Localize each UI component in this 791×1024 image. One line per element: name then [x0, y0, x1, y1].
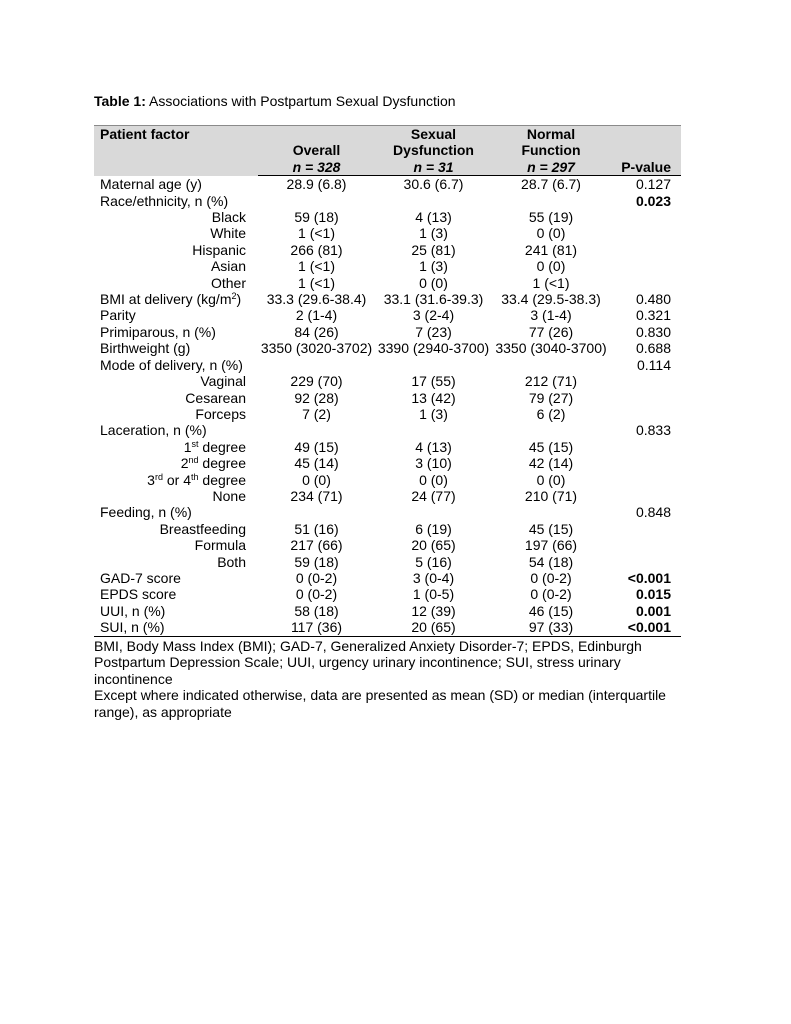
cell-sexual: 1 (3) — [419, 405, 448, 422]
row-label — [94, 324, 258, 340]
row-label — [94, 603, 258, 619]
table-row — [94, 373, 681, 389]
row-label — [94, 570, 258, 586]
cell-pvalue: 0.321 — [635, 307, 671, 324]
header-patient-factor: Patient factor — [94, 126, 258, 176]
cell-normal — [492, 193, 610, 209]
cell-overall: 229 (70) — [290, 373, 343, 390]
table-row — [94, 603, 681, 619]
cell-sexual: 33.1 (31.6-39.3) — [383, 291, 484, 308]
row-label — [94, 439, 258, 455]
row-label-text: BMI at delivery (kg/m — [100, 291, 232, 308]
table-row — [94, 225, 681, 241]
table-row — [94, 586, 681, 602]
row-label-text: Vaginal — [200, 373, 246, 390]
cell-overall: 234 (71) — [290, 487, 343, 504]
cell-normal: 33.4 (29.5-38.3) — [501, 291, 601, 308]
cell-sexual: 3 (10) — [415, 455, 452, 472]
cell-pvalue: 0.688 — [635, 340, 671, 357]
cell-overall: 1 (<1) — [298, 274, 335, 291]
footnote-data-presentation: Except where indicated otherwise, data are presented as mean (SD) or median (interquartile range), as appropriate — [94, 687, 666, 720]
cell-pvalue — [610, 242, 681, 258]
cell-pvalue — [610, 406, 681, 422]
cell-normal: 210 (71) — [524, 487, 578, 504]
cell-normal: 3 (1-4) — [530, 307, 572, 324]
cell-sexual: 24 (77) — [411, 487, 456, 504]
cell-pvalue: <0.001 — [610, 619, 681, 636]
cell-sexual: 6 (19) — [415, 520, 452, 537]
row-label — [94, 357, 258, 373]
cell-normal: 77 (26) — [528, 323, 574, 340]
row-label-text: Forceps — [195, 405, 246, 422]
table-caption-label: Table 1: — [94, 93, 146, 109]
cell-normal: 241 (81) — [524, 241, 578, 258]
cell-sexual: 3 (0-4) — [412, 569, 455, 586]
row-label — [94, 455, 258, 471]
table-row — [94, 570, 681, 586]
row-label-suffix-2: degree — [198, 471, 246, 488]
cell-sexual: 12 (39) — [411, 602, 456, 619]
table-row — [94, 275, 681, 291]
row-label-text: Feeding, n (%) — [100, 504, 192, 521]
cell-sexual — [375, 357, 492, 373]
table-row — [94, 176, 681, 193]
cell-overall: 2 (1-4) — [295, 307, 338, 324]
row-label-suffix: ) — [236, 291, 242, 308]
cell-normal: 97 (33) — [492, 619, 610, 636]
row-label — [94, 521, 258, 537]
row-label-superscript: 2 — [231, 291, 237, 302]
cell-overall: 1 (<1) — [298, 258, 335, 275]
cell-overall: 49 (15) — [294, 438, 339, 455]
row-label-text: Hispanic — [192, 241, 246, 258]
table-row — [94, 307, 681, 323]
header-normal-line1: Normal — [492, 126, 610, 143]
cell-pvalue: 0.015 — [635, 586, 671, 603]
cell-pvalue — [610, 521, 681, 537]
row-label-text: Black — [211, 209, 246, 226]
cell-normal: 6 (2) — [536, 405, 566, 422]
table-row — [94, 488, 681, 504]
cell-pvalue: 0.830 — [635, 323, 671, 340]
cell-sexual: 4 (13) — [415, 209, 452, 226]
row-label-text: Cesarean — [185, 389, 246, 406]
row-label — [94, 209, 258, 225]
cell-overall: 0 (0) — [302, 471, 331, 488]
row-label-superscript: st — [191, 438, 199, 449]
row-label — [94, 390, 258, 406]
table-row — [94, 340, 681, 356]
cell-normal — [492, 422, 610, 438]
cell-overall: 58 (18) — [294, 602, 339, 619]
header-overall-blank — [258, 126, 375, 143]
table-row — [94, 406, 681, 422]
cell-pvalue: <0.001 — [627, 569, 671, 586]
cell-overall: 59 (18) — [294, 209, 339, 226]
row-label — [94, 193, 258, 209]
cell-normal: 45 (15) — [528, 438, 574, 455]
cell-sexual: 1 (3) — [419, 225, 448, 242]
table-row — [94, 258, 681, 274]
row-label-suffix: degree — [198, 455, 246, 472]
cell-pvalue — [610, 537, 681, 553]
table-caption — [94, 91, 681, 111]
header-overall-n: n = 328 — [258, 159, 375, 176]
row-label — [94, 307, 258, 323]
row-label-superscript: rd — [154, 471, 163, 482]
cell-normal — [492, 357, 610, 373]
associations-table — [94, 125, 681, 637]
cell-pvalue: 0.023 — [635, 192, 671, 209]
cell-normal: 0 (0) — [536, 471, 566, 488]
cell-normal: 54 (18) — [528, 553, 574, 570]
cell-overall: 3350 (3020-3702) — [260, 340, 373, 357]
cell-sexual: 5 (16) — [415, 553, 452, 570]
cell-normal — [492, 504, 610, 520]
cell-sexual: 17 (55) — [411, 373, 456, 390]
row-label — [94, 537, 258, 553]
table-row — [94, 472, 681, 488]
table-row — [94, 521, 681, 537]
cell-normal: 0 (0-2) — [530, 586, 572, 603]
row-label — [94, 554, 258, 570]
row-label-suffix: degree — [198, 438, 246, 455]
cell-overall: 217 (66) — [290, 537, 343, 554]
cell-normal: 0 (0) — [536, 258, 566, 275]
row-label — [94, 488, 258, 504]
cell-sexual: 7 (23) — [415, 323, 452, 340]
row-label — [94, 373, 258, 389]
header-normal-n: n = 297 — [492, 159, 610, 176]
cell-overall: 51 (16) — [294, 520, 339, 537]
cell-normal: 0 (0-2) — [530, 569, 572, 586]
table-row — [94, 422, 681, 438]
cell-pvalue — [610, 373, 681, 389]
cell-normal: 0 (0) — [536, 225, 566, 242]
cell-normal: 28.7 (6.7) — [521, 176, 581, 193]
row-label — [94, 258, 258, 274]
header-pvalue: P-value — [610, 159, 681, 176]
header-sexual-line2: Dysfunction — [375, 142, 492, 158]
header-sexual-n: n = 31 — [375, 159, 492, 176]
row-label-text: Other — [210, 274, 246, 291]
document-page — [94, 91, 681, 720]
cell-normal: 197 (66) — [524, 537, 578, 554]
row-label-text: Asian — [210, 258, 246, 275]
row-label-text: SUI, n (%) — [100, 619, 165, 636]
cell-normal: 55 (19) — [528, 209, 574, 226]
table-row — [94, 504, 681, 520]
cell-sexual: 3 (2-4) — [412, 307, 455, 324]
cell-pvalue: 0.001 — [635, 602, 671, 619]
cell-sexual: 13 (42) — [411, 389, 456, 406]
row-label-text: Breastfeeding — [159, 520, 246, 537]
footnote-abbreviations: BMI, Body Mass Index (BMI); GAD-7, Generalized Anxiety Disorder-7; EPDS, Edinburgh Postpartum Depression Scale; UUI, urgency urinary incontinence; SUI, stress urinary incontinence — [94, 637, 642, 687]
cell-pvalue — [610, 455, 681, 471]
cell-pvalue — [610, 209, 681, 225]
cell-pvalue: 0.480 — [635, 291, 671, 308]
cell-normal: 42 (14) — [528, 455, 574, 472]
table-body — [94, 176, 681, 636]
row-label-text: GAD-7 score — [100, 569, 181, 586]
header-sexual-line1: Sexual — [375, 126, 492, 143]
table-caption-text: Associations with Postpartum Sexual Dysfunction — [145, 93, 456, 109]
row-label-text: Both — [217, 553, 246, 570]
table-row — [94, 324, 681, 340]
cell-overall: 7 (2) — [302, 405, 331, 422]
row-label — [94, 340, 258, 356]
cell-normal: 212 (71) — [524, 373, 578, 390]
row-label-text: Parity — [100, 307, 136, 324]
cell-normal: 79 (27) — [528, 389, 574, 406]
cell-sexual: 30.6 (6.7) — [403, 176, 464, 193]
row-label-superscript-2: th — [191, 471, 199, 482]
cell-sexual — [375, 422, 492, 438]
row-label-text: Birthweight (g) — [100, 340, 191, 357]
row-label-text: Maternal age (y) — [100, 175, 202, 192]
row-label-text: Race/ethnicity, n (%) — [100, 192, 229, 209]
header-pvalue-blank — [610, 126, 681, 143]
cell-sexual — [375, 193, 492, 209]
table-row — [94, 291, 681, 307]
cell-overall: 1 (<1) — [298, 225, 335, 242]
table-row — [94, 242, 681, 258]
table-header — [94, 126, 681, 176]
cell-overall: 28.9 (6.8) — [286, 176, 347, 193]
cell-pvalue — [610, 390, 681, 406]
cell-pvalue: 0.848 — [635, 504, 671, 521]
row-label-text: 3 — [147, 471, 155, 488]
row-label — [94, 472, 258, 488]
row-label-text: 2 — [180, 455, 189, 472]
row-label — [94, 242, 258, 258]
header-pvalue-blank-2 — [610, 142, 681, 158]
table-footnotes — [94, 638, 681, 721]
cell-overall: 33.3 (29.6-38.4) — [266, 291, 367, 308]
cell-sexual: 20 (65) — [411, 537, 456, 554]
row-label — [94, 176, 258, 193]
table-row — [94, 439, 681, 455]
cell-sexual — [375, 504, 492, 520]
table-row — [94, 209, 681, 225]
cell-overall: 117 (36) — [258, 619, 375, 636]
cell-normal: 3350 (3040-3700) — [495, 340, 607, 357]
row-label — [94, 275, 258, 291]
row-label-text: Primiparous, n (%) — [100, 323, 216, 340]
cell-pvalue — [610, 275, 681, 291]
cell-overall: 266 (81) — [290, 241, 343, 258]
cell-pvalue — [610, 225, 681, 241]
cell-overall — [258, 422, 375, 438]
cell-overall: 0 (0-2) — [295, 569, 338, 586]
table-row — [94, 537, 681, 553]
row-label-superscript: nd — [188, 455, 199, 466]
cell-pvalue: 0.833 — [635, 422, 671, 439]
cell-pvalue — [610, 554, 681, 570]
cell-overall: 45 (14) — [294, 455, 339, 472]
cell-pvalue — [610, 472, 681, 488]
row-label-text: Formula — [194, 537, 246, 554]
row-label-suffix: or 4 — [162, 471, 191, 488]
cell-overall: 92 (28) — [294, 389, 339, 406]
row-label-text: 1 — [183, 438, 192, 455]
table-row — [94, 390, 681, 406]
cell-sexual: 20 (65) — [375, 619, 492, 636]
row-label — [94, 422, 258, 438]
cell-overall: 84 (26) — [294, 323, 339, 340]
cell-overall: 0 (0-2) — [295, 586, 338, 603]
cell-pvalue — [610, 488, 681, 504]
table-row — [94, 193, 681, 209]
table-row — [94, 619, 681, 636]
header-normal-line2: Function — [492, 142, 610, 158]
row-label — [94, 406, 258, 422]
cell-pvalue: 0.114 — [637, 356, 671, 373]
row-label-text: UUI, n (%) — [100, 602, 166, 619]
cell-overall — [258, 193, 375, 209]
cell-overall — [258, 357, 375, 373]
cell-sexual: 0 (0) — [419, 274, 448, 291]
cell-overall — [258, 504, 375, 520]
cell-sexual: 3390 (2940-3700) — [377, 340, 490, 357]
row-label — [94, 225, 258, 241]
row-label — [94, 291, 258, 307]
cell-pvalue — [610, 258, 681, 274]
cell-pvalue: 0.127 — [635, 176, 671, 193]
row-label-text: White — [210, 225, 246, 242]
row-label-text: None — [212, 487, 246, 504]
header-overall-line1: Overall — [258, 142, 375, 158]
row-label-text: Mode of delivery, n (%) — [100, 356, 243, 373]
table-row — [94, 554, 681, 570]
row-label — [94, 504, 258, 520]
cell-normal: 46 (15) — [528, 602, 574, 619]
cell-sexual: 25 (81) — [411, 241, 456, 258]
cell-overall: 59 (18) — [294, 553, 339, 570]
cell-sexual: 4 (13) — [415, 438, 452, 455]
cell-sexual: 1 (3) — [419, 258, 448, 275]
row-label-text: EPDS score — [100, 586, 177, 603]
cell-sexual: 1 (0-5) — [412, 586, 455, 603]
cell-normal: 1 (<1) — [532, 274, 570, 291]
cell-sexual: 0 (0) — [419, 471, 448, 488]
table-row — [94, 357, 681, 373]
cell-normal: 45 (15) — [528, 520, 574, 537]
cell-pvalue — [610, 439, 681, 455]
row-label-text: Laceration, n (%) — [100, 422, 207, 439]
row-label — [94, 586, 258, 602]
table-row — [94, 455, 681, 471]
row-label — [94, 619, 258, 636]
